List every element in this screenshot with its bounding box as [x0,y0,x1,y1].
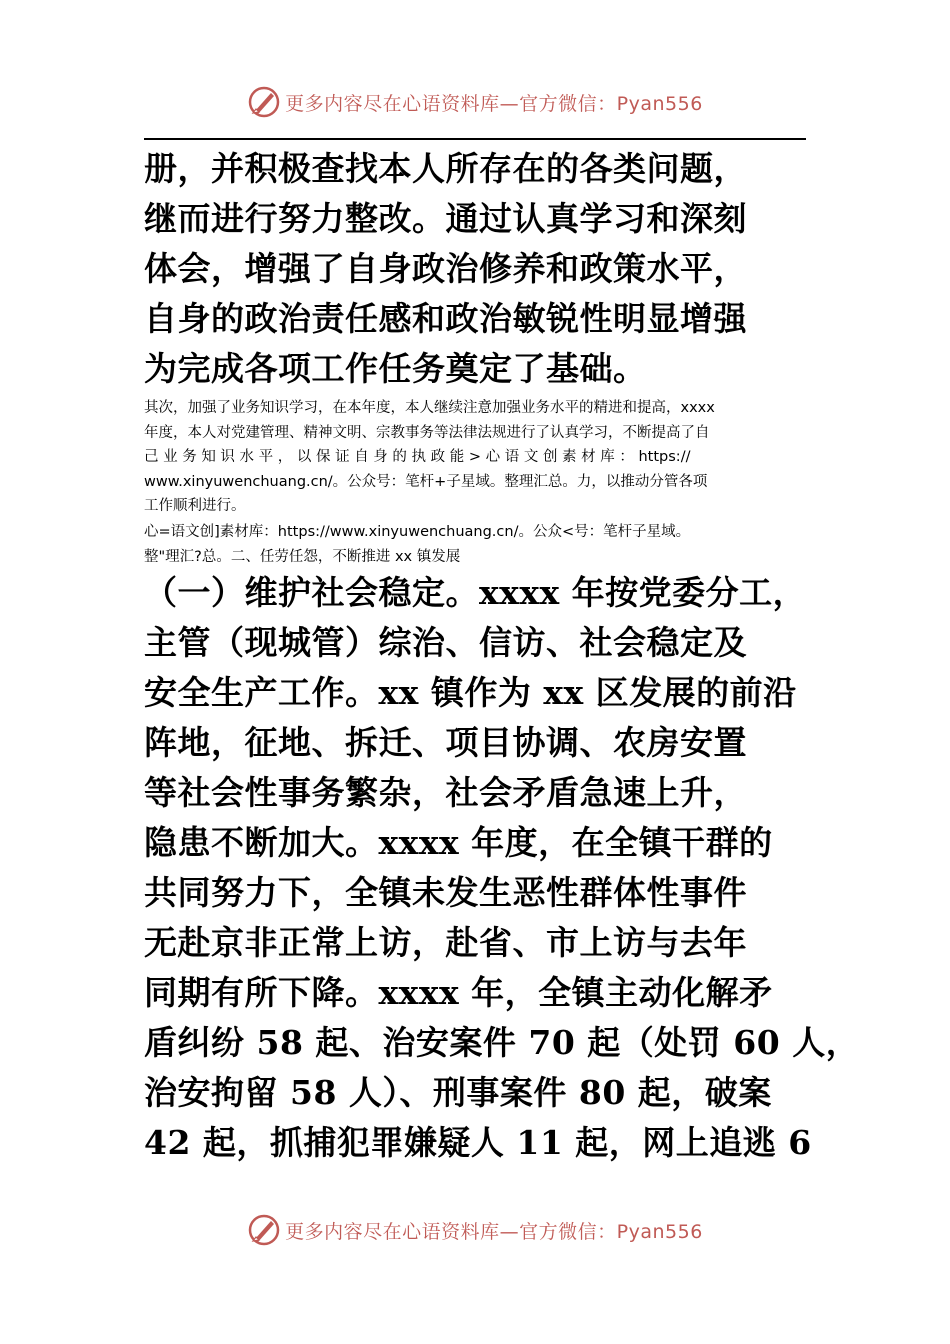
text-line: 体会，增强了自身政治修养和政策水平， [144,249,747,288]
pen-logo-icon [247,85,281,119]
text-line: 工作顺利进行。 [144,498,246,514]
text-line: 主管（现城管）综治、信访、社会稳定及 [144,623,747,662]
text-line: 心=语文创]素材库：https://www.xinyuwenchuang.cn/。公众<号：笔杆子星域。 [144,524,691,540]
text-line: 隐患不断加大。xxxx 年度，在全镇干群的 [144,823,773,862]
text-line: 同期有所下降。xxxx 年，全镇主动化解矛 [144,973,773,1012]
text-line: 其次，加强了业务知识学习，在本年度，本人继续注意加强业务水平的精进和提高，xxxx [144,400,715,416]
text-line: 年度，本人对党建管理、精神文明、宗教事务等法律法规进行了认真学习，不断提高了自 [144,424,710,441]
text-line: 继而进行努力整改。通过认真学习和深刻 [144,199,747,238]
header-brand-text: 更多内容尽在心语资料库—官方微信：Pyan556 [285,92,703,115]
body-block-1 [144,144,824,394]
text-line: 42 起，抓捕犯罪嫌疑人 11 起，网上追逃 6 [144,1123,812,1162]
body-block-2 [144,568,860,1168]
footer-brand-text: 更多内容尽在心语资料库—官方微信：Pyan556 [285,1220,703,1243]
page-footer [0,1212,950,1248]
body-small-paragraph-1 [144,396,808,519]
text-line: 为完成各项工作任务奠定了基础。 [144,349,647,388]
text-line: 无赴京非正常上访，赴省、市上访与去年 [144,923,747,962]
text-line: 共同努力下，全镇未发生恶性群体性事件 [144,873,747,912]
text-line: （一）维护社会稳定。xxxx 年按党委分工， [144,573,807,612]
text-line: 阵地，征地、拆迁、项目协调、农房安置 [144,723,747,762]
text-line: 治安拘留 58 人）、刑事案件 80 起，破案 [144,1073,772,1112]
text-line: 安全生产工作。xx 镇作为 xx 区发展的前沿 [144,673,797,712]
text-line: 盾纠纷 58 起、治安案件 70 起（处罚 60 人， [144,1023,860,1062]
text-line: 自身的政治责任感和政治敏锐性明显增强 [144,299,747,338]
text-line: www.xinyuwenchuang.cn/。公众号：笔杆+子星域。整理汇总。力，以推动分管各项 [144,473,708,490]
text-line: 等社会性事务繁杂，社会矛盾急速上升， [144,773,747,812]
page-header [0,84,950,120]
pen-logo-icon [247,1213,281,1247]
text-line: 己 业 务 知 识 水 平 ， 以 保 证 自 身 的 执 政 能 > 心 语 文 创 素 材 库 ： https:// [144,449,691,465]
body-small-paragraph-2 [144,520,808,569]
text-line: 整"理汇?总。二、任劳任怨，不断推进 xx 镇发展 [144,548,461,565]
header-divider [144,138,806,140]
text-line: 册，并积极查找本人所存在的各类问题， [144,149,747,188]
